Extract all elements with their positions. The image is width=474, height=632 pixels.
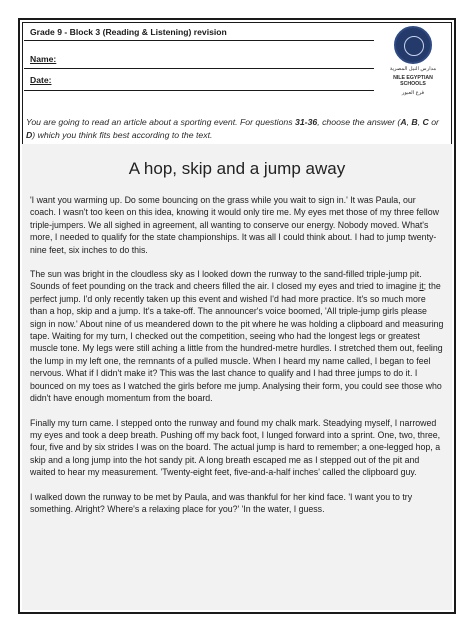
paragraph-text: ; the perfect jump. I'd only recently taken up this event and wished I'd had more practice. It's so much more than a hop, skip and a jump. It's a take-off. The announcer's voice boomed, 'All triple-jump girls please sign in now.' About nine of us meandered down to the pit where he was holding a clipboard and measuring tape. Waiting for my turn, I checked out the competition, seeing who had the longest legs or greatest muscle tone. My legs were still aching a little from the hundred-metre hurdles. I stretched them out, feeling the lump in my left one, the remnants of a pulled muscle. When I heard my name called, I began to feel nervous. What if I didn't make it? This was the last chance to qualify and I had three jumps to do it. I bounced on my toes as I watched the girls before me jump. Analysing their form, you could see those who didn't have enough momentum from the board. [30, 281, 444, 404]
worksheet-page [18, 18, 456, 614]
instruction-text: ) which you think fits best according to the text. [32, 129, 213, 140]
article-panel [22, 144, 452, 610]
option-c: C [422, 117, 429, 127]
instruction-text: You are going to read an article about a sporting event. For questions [26, 117, 296, 127]
task-instruction [26, 116, 448, 141]
article-paragraph: I walked down the runway to be met by Paula, and was thankful for her kind face. 'I want you to try something. Alright? Where's a relaxing place for you?' 'In the water, I guess. [30, 491, 413, 514]
name-divider [24, 68, 374, 69]
school-name-arabic: مدارس النيل المصرية [389, 66, 437, 72]
school-name-english: NILE EGYPTIAN SCHOOLS [393, 74, 433, 87]
name-label: Name: [30, 54, 57, 64]
instruction-separator: or [428, 117, 439, 127]
date-label: Date: [30, 75, 52, 85]
instruction-text: , choose the answer ( [317, 117, 401, 127]
option-d: D [26, 129, 33, 140]
article-title: A hop, skip and a jump away [128, 159, 346, 178]
article-paragraph: Finally my turn came. I stepped onto the runway and found my chalk mark. Steadying myself, I narrowed my eyes and took a deep breath. Pushing off my back foot, I lunged forward into a sprint. One, two, three, four, five and by six strides I was on the board. The actual jump is hard to remember; a one-legged hop, a skip and a long jump into the hot sandy pit. A long breath escaped me as I stepped out of the pit and waited to hear my measurement. 'Twenty-eight feet, five-and-a-half inches' called the clipboard guy. [30, 417, 441, 478]
article-paragraph [30, 268, 444, 404]
instruction-separator: , [417, 117, 423, 127]
option-a: A [400, 117, 407, 127]
article-paragraph: 'I want you warming up. Do some bouncing on the grass while you wait to sign in.' It was Paula, our coach. I wasn't too keen on this idea, knowing it would only tire me. My eyes met those of my three fellow triple-jumpers. We all sighed in agreement, all wanting to conserve our energy. Nobody moved. What's more, I needed to qualify for the state championships. It was all I could think about. I had to jump twenty-nine feet, six inches to do this. [30, 195, 439, 255]
header-divider [24, 40, 374, 41]
header [30, 26, 227, 38]
school-branch: فرع العبور [401, 89, 425, 96]
school-logo [382, 26, 444, 104]
option-b: B [411, 117, 418, 127]
paragraph-text: The sun was bright in the cloudless sky as I looked down the runway to the sand-filled triple-jump pit. Sounds of feet pounding on the track and cheers filled the air. I closed my eyes and tried to imagine [30, 269, 422, 292]
worksheet-title: Grade 9 - Block 3 (Reading & Listening) revision [30, 27, 227, 37]
underlined-reference-word: it [419, 281, 424, 292]
instruction-separator: , [406, 117, 412, 127]
date-divider [24, 90, 374, 91]
school-seal-icon [394, 26, 432, 64]
question-range: 31-36 [295, 117, 318, 127]
